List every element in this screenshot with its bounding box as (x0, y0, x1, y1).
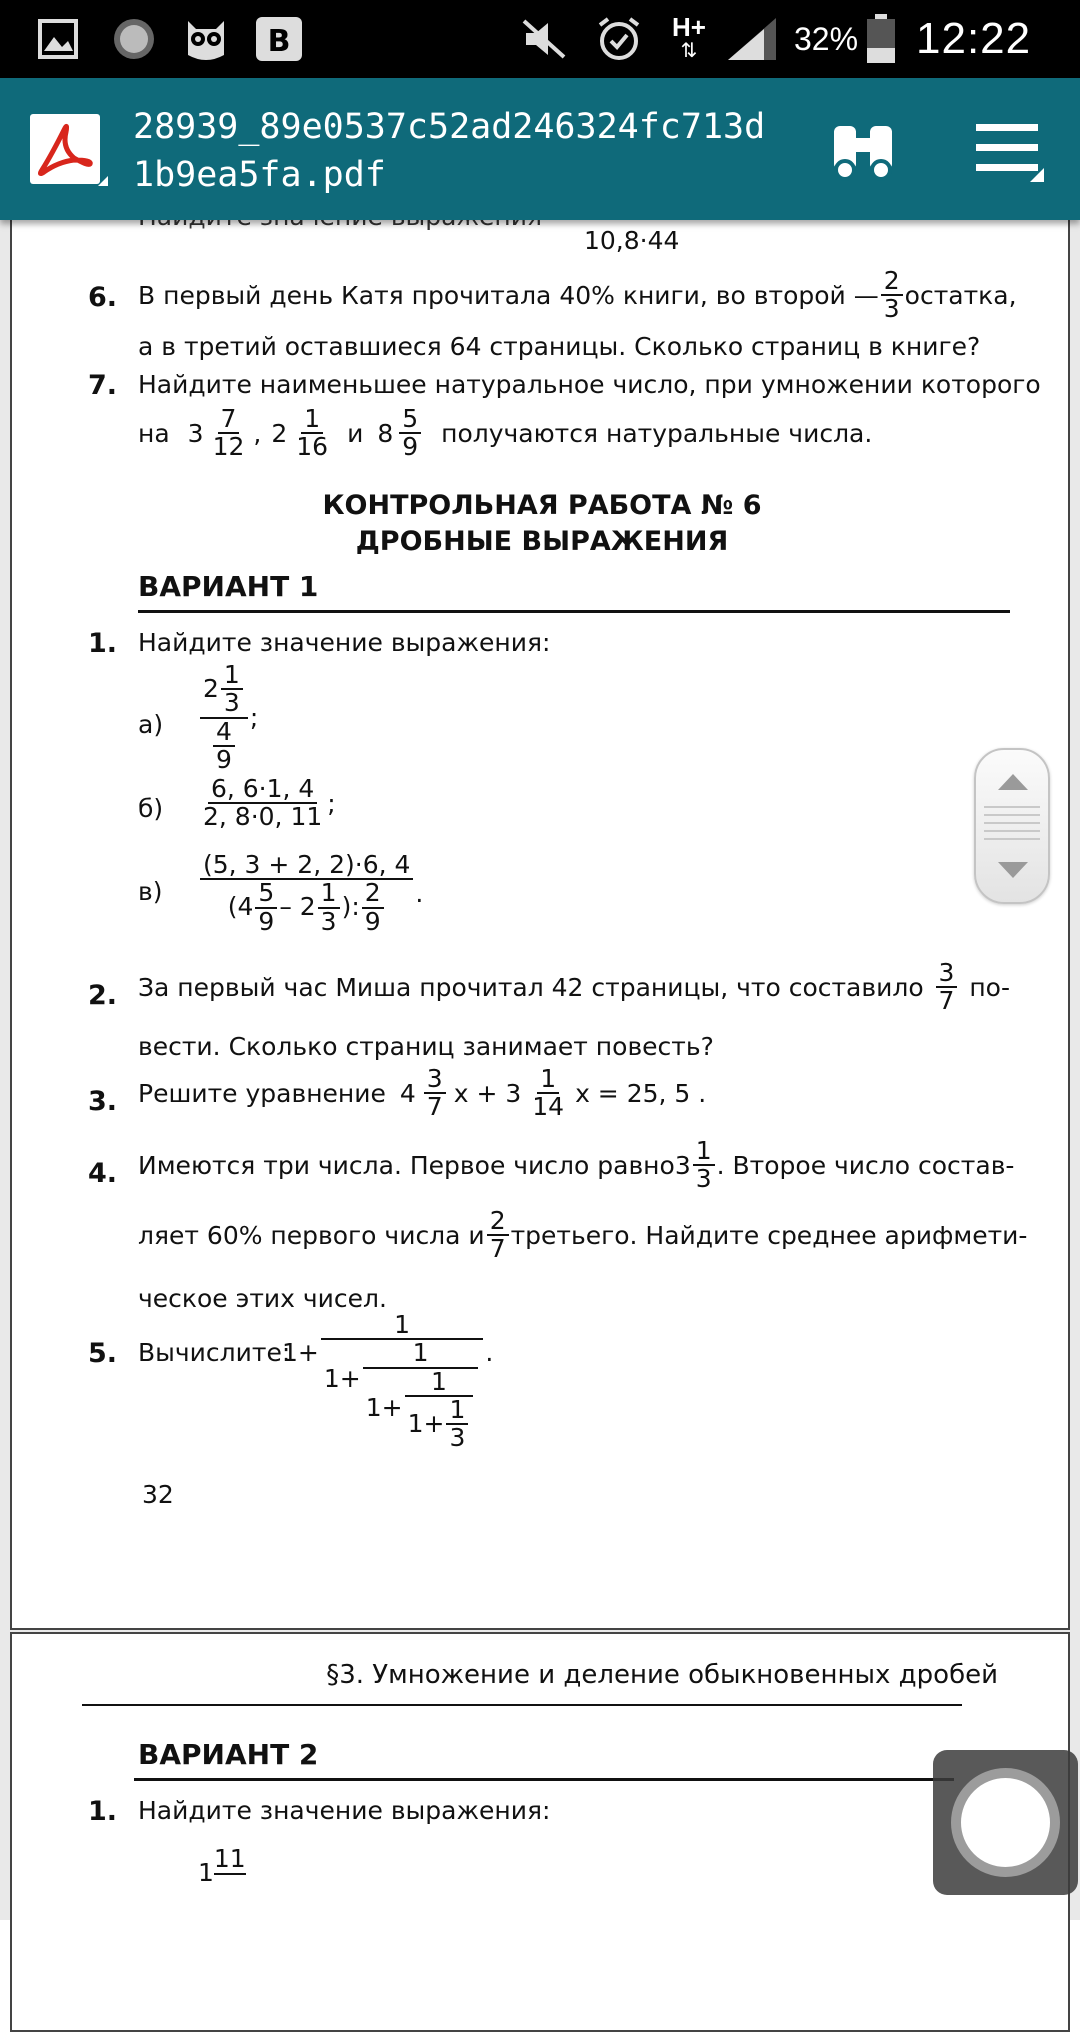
semicolon: ; (249, 703, 259, 732)
mixed-fraction-2 (293, 406, 331, 461)
section-rule (82, 1704, 962, 1706)
fraction-denominator: 2, 8·0, 11 (203, 802, 323, 832)
floating-assistive-button[interactable] (933, 1750, 1078, 1895)
corner-marker-icon (98, 176, 108, 186)
fraction-denominator: 3 (223, 688, 240, 718)
fraction-numerator: 1 (363, 1340, 479, 1368)
fraction-denominator (321, 1340, 483, 1451)
v2-t1-text: Найдите значение выражения: (138, 1796, 551, 1825)
semicolon: ; (327, 788, 336, 818)
app-bar (0, 78, 1080, 220)
page-scroll-control[interactable] (974, 748, 1050, 904)
mute-icon (520, 14, 570, 64)
t4-line2 (138, 1206, 1028, 1264)
file-title: 28939_89e0537c52ad246324fc713d1b9ea5fa.pdf (133, 107, 766, 195)
battery-percent: 32% (794, 20, 859, 57)
fraction-numerator: 2 (881, 268, 903, 296)
mixed-fraction (424, 1066, 446, 1121)
t4-fraction (487, 1208, 509, 1263)
vk-icon (256, 14, 302, 64)
complex-numerator (200, 662, 248, 719)
fraction-numerator: (5, 3 + 2, 2)·6, 4 (200, 852, 413, 880)
mixed-whole: 3 (674, 1150, 691, 1180)
t4-number: 4. (88, 1158, 118, 1189)
status-bar (0, 0, 1080, 78)
page-number: 32 (142, 1480, 174, 1509)
task-6-line1 (138, 266, 1017, 324)
task-6-number: 6. (88, 282, 118, 313)
pdf-page-32 (10, 180, 1070, 1630)
data-arrows-icon: H+ ⇅ (672, 12, 706, 62)
t1-b-label: б) (138, 794, 164, 823)
fraction-numerator: 7 (218, 406, 240, 434)
owl-icon (184, 14, 228, 64)
minus-term: – 2 (279, 892, 316, 922)
fraction-denominator (363, 1366, 479, 1452)
task-7-tail: получаются натуральные числа. (441, 418, 873, 448)
period: . (415, 878, 424, 908)
fraction-denominator: 7 (489, 1234, 506, 1264)
t1-a-label: а) (138, 710, 164, 739)
signal-icon (726, 14, 780, 64)
t1-v-label: в) (138, 877, 163, 906)
mixed-whole: 3 (187, 418, 204, 448)
binoculars-search-icon[interactable] (830, 118, 896, 188)
small-fraction (221, 662, 243, 717)
variant-rule (138, 610, 1010, 613)
v2-t1-number: 1. (88, 1796, 118, 1827)
task-6-fraction (881, 268, 903, 323)
t2-text-b: по- (969, 972, 1010, 1002)
task-6-text-a: В первый день Катя прочитала 40% книги, во второй — (138, 280, 879, 310)
fraction-denominator (225, 880, 389, 935)
t1-number: 1. (88, 628, 118, 659)
mixed-whole: 8 (377, 418, 394, 448)
t1-text: Найдите значение выражения: (138, 628, 551, 657)
t3-mid: x + 3 (453, 1078, 522, 1108)
t1-a-expression (198, 662, 258, 773)
paren-close: ): (341, 892, 360, 922)
fraction-numerator: 4 (213, 719, 235, 747)
complex-denominator (208, 716, 240, 774)
fraction-denominator: 7 (938, 986, 955, 1016)
continued-fraction (282, 1312, 493, 1451)
fraction-numerator: 3 (936, 960, 958, 988)
t1-b-expression (198, 776, 336, 831)
fraction-denominator: 16 (296, 432, 329, 462)
fraction-numerator: 5 (399, 406, 421, 434)
cf-one-plus: 1+ (323, 1364, 361, 1394)
t4-mixed (675, 1138, 1015, 1193)
cf-one-plus: 1+ (282, 1338, 319, 1367)
t4-line1 (138, 1136, 1015, 1194)
t2-line1 (138, 960, 1010, 1015)
t2-line2: вести. Сколько страниц занимает повесть? (138, 1032, 714, 1061)
fraction-numerator: 1 (693, 1138, 715, 1166)
scroll-grip-icon[interactable] (984, 806, 1040, 846)
fraction-denominator: 9 (402, 432, 419, 462)
fraction-denominator: 3 (320, 906, 337, 936)
scroll-up-icon[interactable] (998, 774, 1028, 790)
small-fraction (362, 880, 384, 935)
mixed-whole: 4 (399, 1078, 416, 1108)
fraction-numerator: 3 (424, 1066, 446, 1094)
t3-text: Решите уравнение (138, 1078, 386, 1108)
paren-open: (4 (227, 892, 254, 922)
mixed-fraction (693, 1138, 715, 1193)
assistive-ring-icon (951, 1768, 1060, 1877)
small-fraction (318, 880, 340, 935)
fraction-numerator: 1 (321, 1312, 483, 1340)
t4-text-a: Имеются три числа. Первое число равно (138, 1150, 675, 1180)
t4-text-b: . Второе число состав- (716, 1150, 1015, 1180)
pdf-page-33 (10, 1632, 1070, 2032)
task-7-and: и (347, 418, 364, 448)
fraction-denominator: 7 (426, 1092, 443, 1122)
fraction-denominator: 3 (883, 294, 900, 324)
pdf-viewer[interactable] (0, 220, 1080, 1920)
fraction-numerator: 1 (318, 880, 340, 908)
t3-tail: x = 25, 5 . (575, 1078, 707, 1108)
period: . (485, 1338, 494, 1367)
t3-equation (138, 1066, 706, 1121)
variant-2-heading: ВАРИАНТ 2 (138, 1738, 319, 1771)
battery-icon (866, 14, 896, 64)
fraction-denominator: 3 (695, 1164, 712, 1194)
expression-fraction (200, 852, 413, 935)
fraction-numerator: 2 (362, 880, 384, 908)
scroll-down-icon[interactable] (998, 862, 1028, 878)
test-heading: КОНТРОЛЬНАЯ РАБОТА № 6 (322, 490, 762, 521)
task-7-number: 7. (88, 370, 118, 401)
cf-level-3 (405, 1366, 474, 1452)
task-7-line2: на 3 $\frac{7}{12}$ , 2 $\frac{1}{16}$ и 8 $\frac{5}{9}$ получаются натуральные числа. (138, 404, 873, 462)
task-6-text-b: остатка, (904, 280, 1017, 310)
task-6-line2: а в третий оставшиеся 64 страницы. Сколько страниц в книге? (138, 332, 981, 361)
gallery-icon (38, 14, 78, 64)
variant-1-heading: ВАРИАНТ 1 (138, 570, 319, 603)
t4-text-d: третьего. Найдите среднее арифмети- (510, 1220, 1028, 1250)
t5-text: Вычислите: (138, 1338, 291, 1367)
fraction-denominator: 12 (212, 432, 245, 462)
mixed-whole: 2 (203, 674, 219, 704)
fraction-numerator: 1 (446, 1397, 468, 1425)
svg-text:B: B (267, 24, 291, 59)
partial-whole: 1 (198, 1858, 214, 1887)
t4-line3: ческое этих чисел. (138, 1284, 387, 1313)
cf-one-plus: 1+ (365, 1392, 403, 1422)
mixed-whole: 2 (271, 418, 288, 448)
fraction-numerator: 1 (405, 1369, 474, 1397)
fraction-numerator: 2 (487, 1208, 509, 1236)
menu-icon[interactable] (974, 118, 1044, 188)
t4-text-c: ляет 60% первого числа и (138, 1220, 485, 1250)
complex-fraction (200, 662, 248, 773)
cf-level-4 (446, 1394, 468, 1452)
fraction-denominator: 9 (258, 906, 275, 936)
clock: 12:22 (916, 14, 1032, 63)
fraction-denominator: 9 (215, 744, 232, 774)
fraction-numerator: 1 (221, 662, 243, 690)
partial-numerator: 11 (213, 1844, 246, 1873)
t2-number: 2. (88, 980, 118, 1011)
mixed-fraction (529, 1066, 567, 1121)
t1-v-expression (198, 852, 423, 935)
v2-t1-partial (198, 1844, 246, 1887)
task-7-line1: Найдите наименьшее натуральное число, при умножении которого (138, 370, 1041, 399)
fraction-denominator (405, 1394, 474, 1452)
mixed-fraction-1 (210, 406, 248, 461)
task-7-na: на (138, 418, 170, 448)
cf-one-plus: 1+ (407, 1408, 445, 1438)
fraction-numerator: 5 (255, 880, 277, 908)
small-fraction (255, 880, 277, 935)
fraction-numerator: 1 (301, 406, 323, 434)
fraction-denominator: 3 (449, 1423, 466, 1452)
section-header: §3. Умножение и деление обыкновенных дробей (326, 1660, 998, 1690)
fraction-denominator: 14 (532, 1092, 565, 1122)
pdf-logo-icon[interactable] (30, 114, 100, 184)
network-type: H+ (672, 12, 706, 42)
t2-fraction (936, 960, 958, 1015)
t2-text-a: За первый час Миша прочитал 42 страницы, что составило (138, 972, 924, 1002)
fraction-numerator: 6, 6·1, 4 (208, 776, 317, 804)
decimal-fraction (200, 776, 325, 831)
variant-rule (134, 1778, 954, 1781)
t5-number: 5. (88, 1338, 118, 1369)
fraction-numerator: 1 (537, 1066, 559, 1094)
mixed-fraction-3 (399, 406, 421, 461)
record-icon (112, 14, 156, 64)
alarm-icon (595, 14, 643, 64)
fraction-denominator: 9 (364, 906, 381, 936)
t3-number: 3. (88, 1086, 118, 1117)
cut-task-tail: 10,8·44 (584, 226, 680, 255)
test-subheading: ДРОБНЫЕ ВЫРАЖЕНИЯ (355, 526, 729, 557)
small-fraction (213, 716, 235, 774)
cf-level-1 (321, 1312, 483, 1451)
cf-level-2 (363, 1340, 479, 1451)
